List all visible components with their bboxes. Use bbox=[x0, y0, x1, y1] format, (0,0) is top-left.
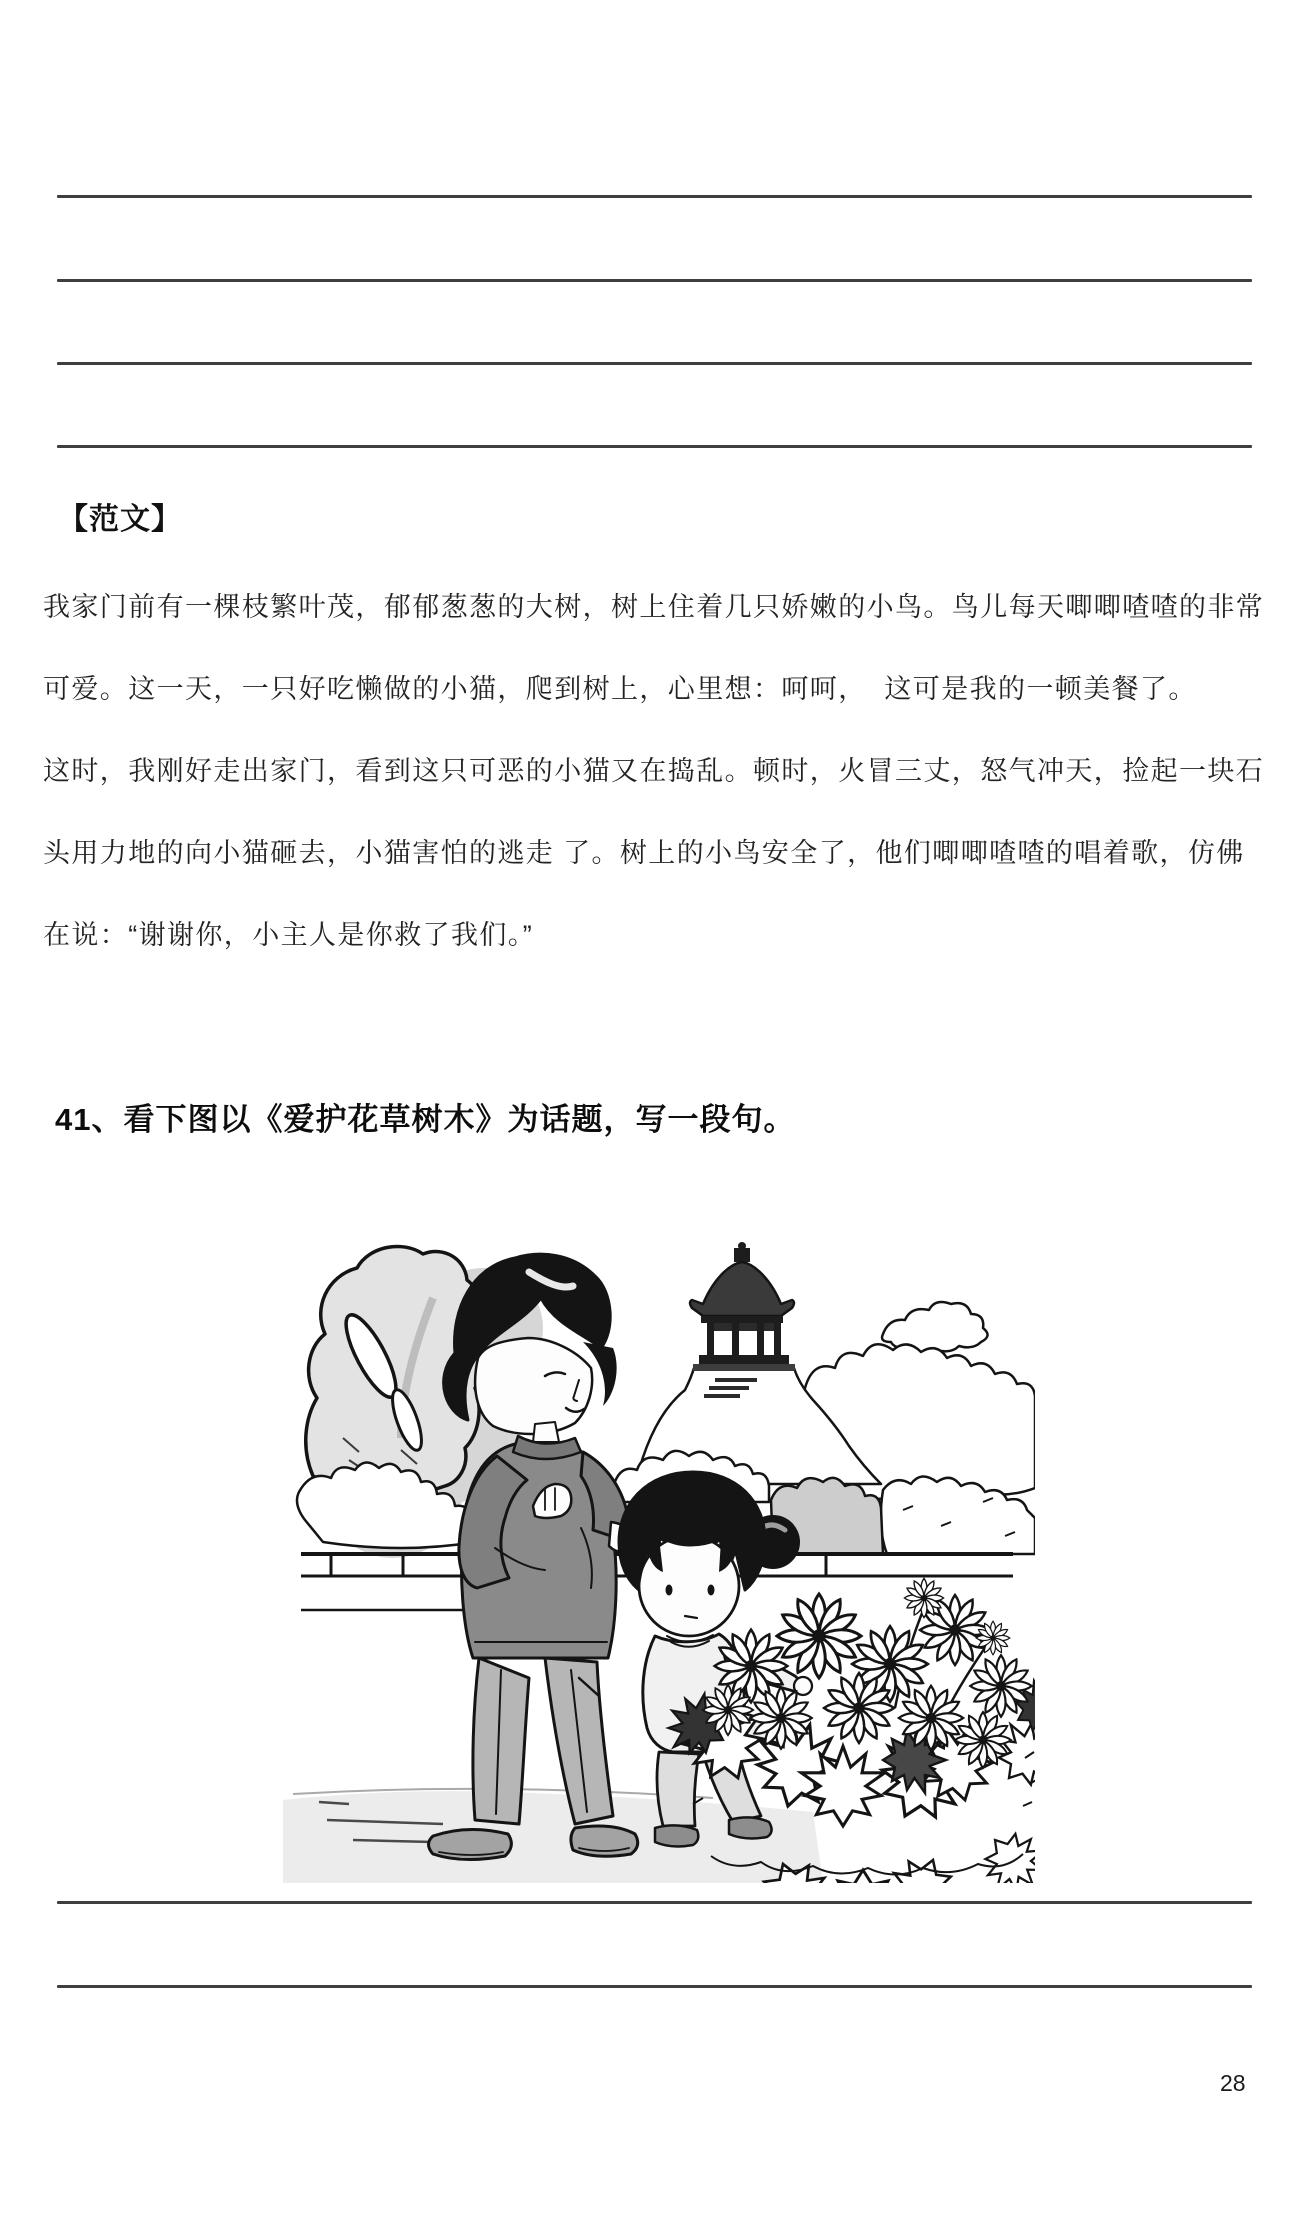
answer-line bbox=[57, 195, 1252, 198]
flower-protection-illustration bbox=[283, 1238, 1035, 1883]
answer-line bbox=[57, 1901, 1252, 1904]
answer-line bbox=[57, 445, 1252, 448]
sample-essay-label: 【范文】 bbox=[58, 503, 182, 536]
mother-figure bbox=[429, 1254, 638, 1859]
answer-line bbox=[57, 1985, 1252, 1988]
essay-line: 我家门前有一棵枝繁叶茂，郁郁葱葱的大树，树上住着几只娇嫩的小鸟。鸟儿每天唧唧喳喳的非常 bbox=[43, 592, 1265, 622]
essay-line: 可爱。这一天，一只好吃懒做的小猫，爬到树上，心里想：呵呵， 这可是我的一顿美餐了。 bbox=[43, 674, 1197, 704]
essay-line: 这时，我刚好走出家门，看到这只可恶的小猫又在捣乱。顿时，火冒三丈，怒气冲天，捡起一块石 bbox=[43, 756, 1265, 786]
answer-line bbox=[57, 362, 1252, 365]
page-number: 28 bbox=[1220, 2070, 1246, 2096]
cloud-icon bbox=[882, 1302, 988, 1353]
essay-line: 在说：“谢谢你，小主人是你救了我们。” bbox=[43, 920, 534, 950]
sample-essay-paragraph bbox=[43, 566, 1288, 976]
question-heading: 41、看下图以《爱护花草树木》为话题，写一段句。 bbox=[55, 1102, 796, 1137]
essay-line: 头用力地的向小猫砸去，小猫害怕的逃走 了。树上的小鸟安全了，他们唧唧喳喳的唱着歌，仿佛 bbox=[43, 838, 1245, 868]
answer-line bbox=[57, 279, 1252, 282]
